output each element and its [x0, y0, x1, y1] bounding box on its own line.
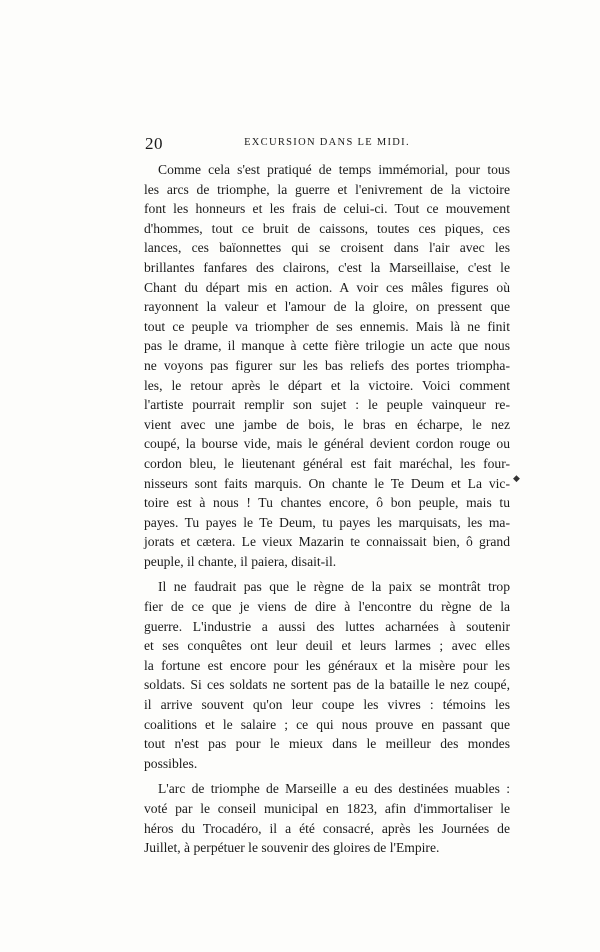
text-line: vient avec une jambe de bois, le bras en écharpe, le nez: [144, 416, 510, 432]
text-line: pas le drame, il manque à cette fière trilogie un acte que nous: [144, 338, 510, 354]
text-line: et ses conquêtes ont leur deuil et leurs larmes ; avec elles: [144, 638, 510, 654]
text-line: coalitions et le salaire ; ce qui nous prouve en passant que: [144, 716, 510, 732]
text-line: guerre. L'industrie a aussi des luttes acharnées à soutenir: [144, 618, 510, 634]
text-line: font les honneurs et les frais de celui-ci. Tout ce mouvement: [144, 201, 510, 217]
text-line: L'arc de triomphe de Marseille a eu des destinées muables :: [158, 781, 510, 797]
text-line: héros du Trocadéro, il a été consacré, après les Journées de: [144, 820, 510, 836]
text-line: Comme cela s'est pratiqué de temps immémorial, pour tous: [158, 162, 510, 177]
text-line: les arcs de triomphe, la guerre et l'enivrement de la victoire: [144, 181, 510, 197]
margin-mark: ◆: [513, 474, 520, 484]
text-line: la fortune est encore pour les généraux et la misère pour les: [144, 657, 510, 673]
paragraph-1: [144, 160, 510, 571]
text-line: nisseurs sont faits marquis. On chante le Te Deum et La vic-: [144, 475, 510, 491]
text-line: jorats et cætera. Le vieux Mazarin te connaissait bien, ô grand: [144, 534, 510, 550]
text-line: lances, ces baïonnettes qui se croisent dans l'air avec les: [144, 240, 510, 256]
page-number: 20: [145, 134, 163, 153]
text-line: Juillet, à perpétuer le souvenir des gloires de l'Empire.: [144, 840, 440, 856]
body-text: [144, 160, 510, 858]
text-line: l'artiste pourrait remplir son sujet : le peuple vainqueur re-: [144, 397, 510, 413]
text-line: payes. Tu payes le Te Deum, tu payes les marquisats, les ma-: [144, 514, 510, 530]
text-line: il arrive souvent qu'on leur coupe les vivres : témoins les: [144, 697, 510, 713]
paragraph-3: [144, 779, 510, 857]
text-line: fier de ce que je viens de dire à l'encontre du règne de la: [144, 599, 510, 615]
text-line: possibles.: [144, 755, 198, 771]
text-line: tout n'est pas pour le mieux dans le meilleur des mondes: [144, 736, 510, 752]
text-line: cordon bleu, le lieutenant général est fait maréchal, les four-: [144, 455, 510, 471]
page-header: [145, 134, 509, 154]
text-line: rayonnent la valeur et l'amour de la gloire, on pressent que: [144, 299, 510, 315]
text-line: toire est à nous ! Tu chantes encore, ô bon peuple, mais tu: [144, 495, 510, 511]
text-line: Chant du départ mis en action. A voir ces mâles figures où: [144, 279, 510, 295]
text-line: tout ce peuple va triompher de ses ennemis. Mais là ne finit: [144, 318, 510, 334]
text-line: ne voyons pas figurer sur les bas reliefs des portes triompha-: [144, 357, 510, 373]
text-line: coupé, la bourse vide, mais le général devient cordon rouge ou: [144, 436, 510, 452]
text-line: voté par le conseil municipal en 1823, afin d'immortaliser le: [144, 801, 510, 816]
text-line: peuple, il chante, il paiera, disait-il.: [144, 553, 337, 569]
text-line: brillantes fanfares des clairons, c'est la Marseillaise, c'est le: [144, 259, 510, 275]
running-head: EXCURSION DANS LE MIDI.: [244, 137, 410, 148]
text-line: les, le retour après le départ et la victoire. Voici comment: [144, 377, 510, 393]
text-line: soldats. Si ces soldats ne sortent pas de la bataille le nez coupé,: [144, 677, 510, 693]
paragraph-2: [144, 577, 510, 773]
text-line: d'hommes, tout ce bruit de caissons, toutes ces piques, ces: [144, 220, 510, 236]
text-line: Il ne faudrait pas que le règne de la paix se montrât trop: [158, 579, 510, 595]
